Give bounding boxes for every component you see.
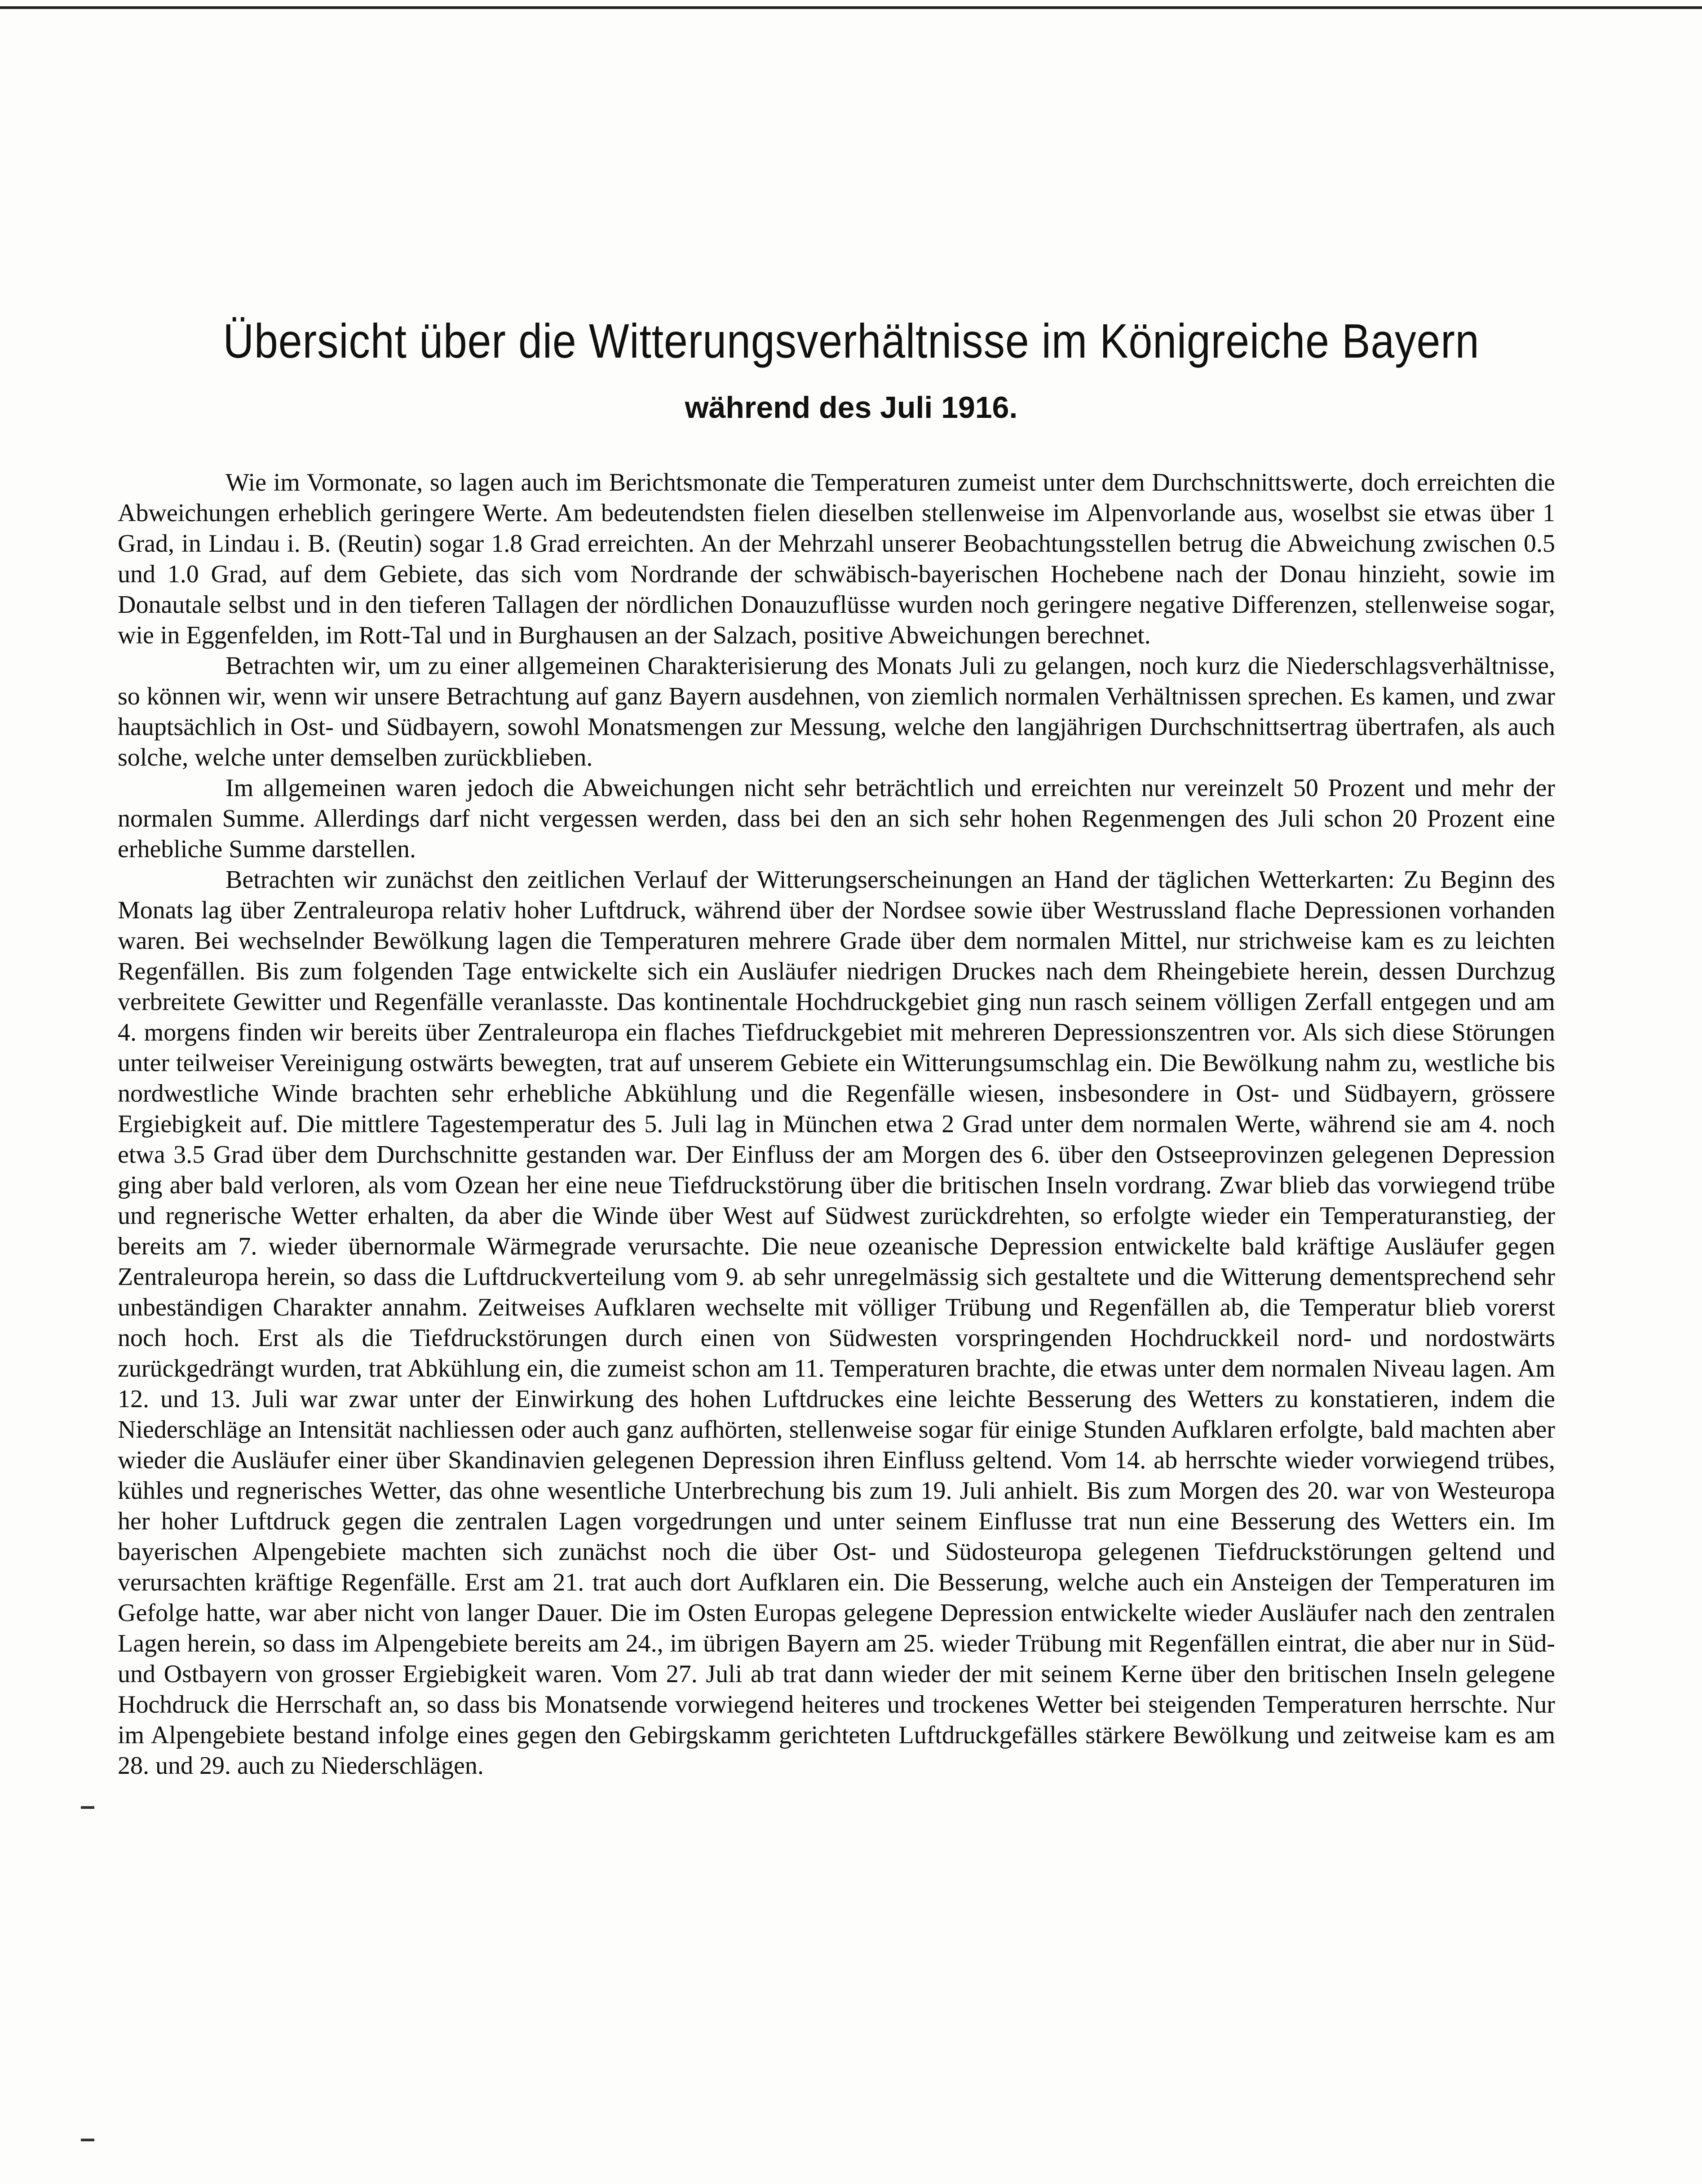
page-title: Übersicht über die Witterungsverhältnisse im Königreiche Bayern	[223, 314, 1480, 368]
margin-mark	[81, 2139, 94, 2141]
top-border-rule	[0, 6, 1702, 9]
paragraph: Im allgemeinen waren jedoch die Abweichungen nicht sehr beträchtlich und erreichten nur vereinzelt 50 Prozent und mehr der normalen Summe. Allerdings darf nicht vergessen werden, dass bei den an sich sehr hohen Regenmengen des Juli schon 20 Prozent eine erhebliche Summe darstellen.	[118, 774, 1555, 863]
page-subtitle: während des Juli 1916.	[685, 390, 1018, 425]
body-text	[118, 467, 1555, 1781]
paragraph: Betrachten wir zunächst den zeitlichen Verlauf der Witterungserscheinungen an Hand der täglichen Wetterkarten: Zu Beginn des Monats lag über Zentraleuropa relativ hoher Luftdruck, während über der Nordsee sowie über Westrussland flache Depressionen vorhanden waren. Bei wechselnder Bewölkung lagen die Temperaturen mehrere Grade über dem normalen Mittel, nur strichweise kam es zu leichten Regenfällen. Bis zum folgenden Tage entwickelte sich ein Ausläufer niedrigen Druckes nach dem Rheingebiete herein, dessen Durchzug verbreitete Gewitter und Regenfälle veranlasste. Das kontinentale Hochdruckgebiet ging nun rasch seinem völligen Zerfall entgegen und am 4. morgens finden wir bereits über Zentraleuropa ein flaches Tiefdruckgebiet mit mehreren Depressionszentren vor. Als sich diese Störungen unter teilweiser Vereinigung ostwärts bewegten, trat auf unserem Gebiete ein Witterungsumschlag ein. Die Bewölkung nahm zu, westliche bis nordwestliche Winde brachten sehr erhebliche Abkühlung und die Regenfälle wiesen, insbesondere in Ost- und Südbayern, grössere Ergiebigkeit auf. Die mittlere Tagestemperatur des 5. Juli lag in München etwa 2 Grad unter dem normalen Werte, während sie am 4. noch etwa 3.5 Grad über dem Durchschnitte gestanden war. Der Einfluss der am Morgen des 6. über den Ostseeprovinzen gelegenen Depression ging aber bald verloren, als vom Ozean her eine neue Tiefdruckstörung über die britischen Inseln vordrang. Zwar blieb das vorwiegend trübe und regnerische Wetter erhalten, da aber die Winde über West auf Südwest zurückdrehten, so erfolgte wieder ein Temperaturanstieg, der bereits am 7. wieder übernormale Wärmegrade verursachte. Die neue ozeanische Depression entwickelte bald kräftige Ausläufer gegen Zentraleuropa herein, so dass die Luftdruckverteilung vom 9. ab sehr unregelmässig sich gestaltete und die Witterung dementsprechend sehr unbeständigen Charakter annahm. Zeitweises Aufklaren wechselte mit völliger Trübung und Regenfällen ab, die Temperatur blieb vorerst noch hoch. Erst als die Tiefdruckstörungen durch einen von Südwesten vorspringenden Hochdruckkeil nord- und nordostwärts zurückgedrängt wurden, trat Abkühlung ein, die zumeist schon am 11. Temperaturen brachte, die etwas unter dem normalen Niveau lagen. Am 12. und 13. Juli war zwar unter der Einwirkung des hohen Luftdruckes eine leichte Besserung des Wetters zu konstatieren, indem die Niederschläge an Intensität nachliessen oder auch ganz aufhörten, stellenweise sogar für einige Stunden Aufklaren erfolgte, bald machten aber wieder die Ausläufer einer über Skandinavien gelegenen Depression ihren Einfluss geltend. Vom 14. ab herrschte wieder vorwiegend trübes, kühles und regnerisches Wetter, das ohne wesentliche Unterbrechung bis zum 19. Juli anhielt. Bis zum Morgen des 20. war von Westeuropa her hoher Luftdruck gegen die zentralen Lagen vorgedrungen und unter seinem Einflusse trat nun eine Besserung des Wetters ein. Im bayerischen Alpengebiete machten sich zunächst noch die über Ost- und Südosteuropa gelegenen Tiefdruckstörungen geltend und verursachten kräftige Regenfälle. Erst am 21. trat auch dort Aufklaren ein. Die Besserung, welche auch ein Ansteigen der Temperaturen im Gefolge hatte, war aber nicht von langer Dauer. Die im Osten Europas gelegene Depression entwickelte wieder Ausläufer nach den zentralen Lagen herein, so dass im Alpengebiete bereits am 24., im übrigen Bayern am 25. wieder Trübung mit Regenfällen eintrat, die aber nur in Süd- und Ostbayern von grosser Ergiebigkeit waren. Vom 27. Juli ab trat dann wieder der mit seinem Kerne über den britischen Inseln gelegene Hochdruck die Herrschaft an, so dass bis Monatsende vorwiegend heiteres und trockenes Wetter bei steigenden Temperaturen herrschte. Nur im Alpengebiete bestand infolge eines gegen den Gebirgskamm gerichteten Luftdruckgefälles stärkere Bewölkung und zeitweise kam es am 28. und 29. auch zu Niederschlägen.	[118, 866, 1555, 1780]
paragraph: Wie im Vormonate, so lagen auch im Berichtsmonate die Temperaturen zumeist unter dem Durchschnittswerte, doch erreichten die Abweichungen erheblich geringere Werte. Am bedeutendsten fielen dieselben stellenweise im Alpenvorlande aus, woselbst sie etwas über 1 Grad, in Lindau i. B. (Reutin) sogar 1.8 Grad erreichten. An der Mehrzahl unserer Beobachtungsstellen betrug die Abweichung zwischen 0.5 und 1.0 Grad, auf dem Gebiete, das sich vom Nordrande der schwäbisch-bayerischen Hochebene nach der Donau hinzieht, sowie im Donautale selbst und in den tieferen Tallagen der nördlichen Donauzuflüsse wurden noch geringere negative Differenzen, stellenweise sogar, wie in Eggenfelden, im Rott-Tal und in Burghausen an der Salzach, positive Abweichungen berechnet.	[118, 469, 1555, 649]
paragraph: Betrachten wir, um zu einer allgemeinen Charakterisierung des Monats Juli zu gelangen, noch kurz die Niederschlagsverhältnisse, so können wir, wenn wir unsere Betrachtung auf ganz Bayern ausdehnen, von ziemlich normalen Verhältnissen sprechen. Es kamen, und zwar hauptsächlich in Ost- und Südbayern, sowohl Monatsmengen zur Messung, welche den langjährigen Durchschnittsertrag übertrafen, als auch solche, welche unter demselben zurückblieben.	[118, 652, 1555, 771]
margin-mark	[81, 1806, 94, 1809]
